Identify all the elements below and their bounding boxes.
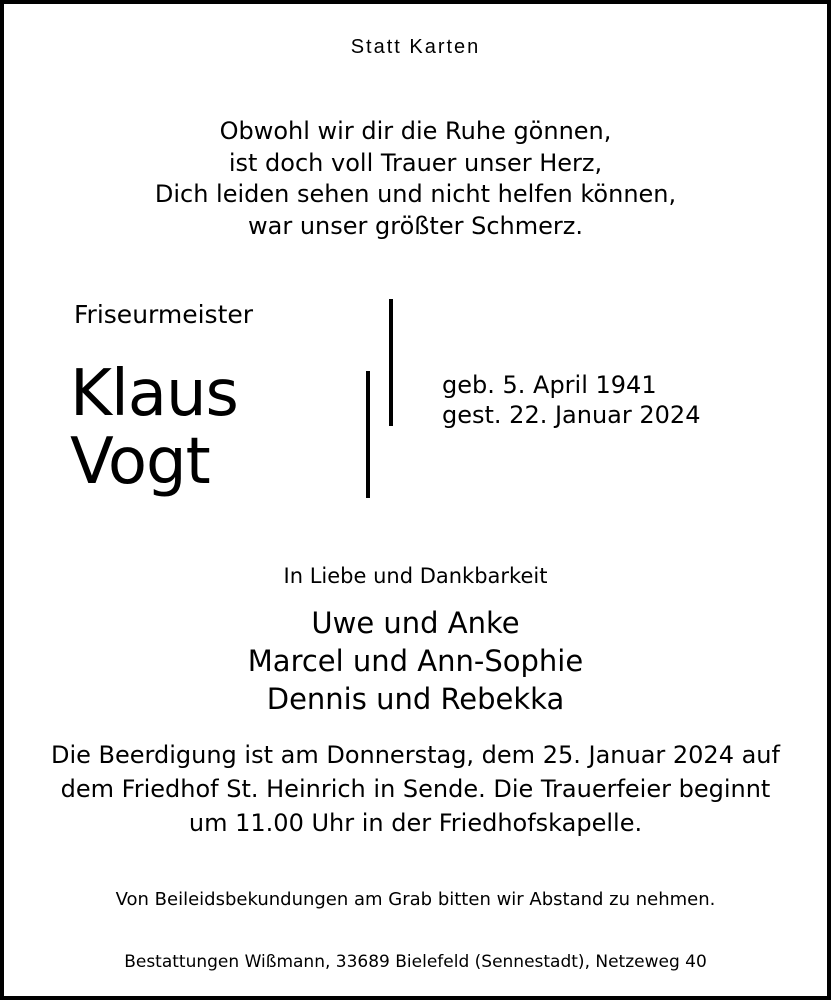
poem-line: Dich leiden sehen und nicht helfen können, (154, 180, 677, 208)
funeral-line: dem Friedhof St. Heinrich in Sende. Die Trauerfeier beginnt (60, 775, 771, 803)
funeral-line: Die Beerdigung ist am Donnerstag, dem 25. Januar 2024 auf (51, 741, 780, 769)
funeral-line: um 11.00 Uhr in der Friedhofskapelle. (188, 809, 643, 837)
condolence-notice: Von Beileidsbekundungen am Grab bitten wir Abstand zu nehmen. (115, 889, 716, 910)
divider-line (389, 299, 393, 426)
birth-date: geb. 5. April 1941 (442, 371, 657, 399)
life-dates (442, 370, 700, 430)
funeral-details (4, 738, 827, 840)
divider-line (366, 371, 370, 498)
poem-line: ist doch voll Trauer unser Herz, (228, 148, 603, 177)
mourner-name: Dennis und Rebekka (266, 682, 565, 716)
deceased-name (70, 357, 238, 499)
header-text: Statt Karten (350, 36, 481, 58)
poem-line: Obwohl wir dir die Ruhe gönnen, (219, 117, 612, 145)
poem (4, 116, 827, 242)
undertaker-info: Bestattungen Wißmann, 33689 Bielefeld (Sennestadt), Netzeweg 40 (124, 952, 707, 972)
first-name: Klaus (70, 357, 238, 431)
poem-line: war unser größter Schmerz. (248, 211, 583, 240)
deceased-title: Friseurmeister (74, 300, 254, 329)
death-date: gest. 22. Januar 2024 (442, 401, 701, 429)
mourners-list (4, 604, 827, 718)
mourners-intro: In Liebe und Dankbarkeit (283, 564, 548, 588)
mourner-name: Uwe und Anke (311, 606, 520, 640)
last-name: Vogt (70, 425, 210, 499)
mourner-name: Marcel und Ann-Sophie (247, 644, 584, 678)
